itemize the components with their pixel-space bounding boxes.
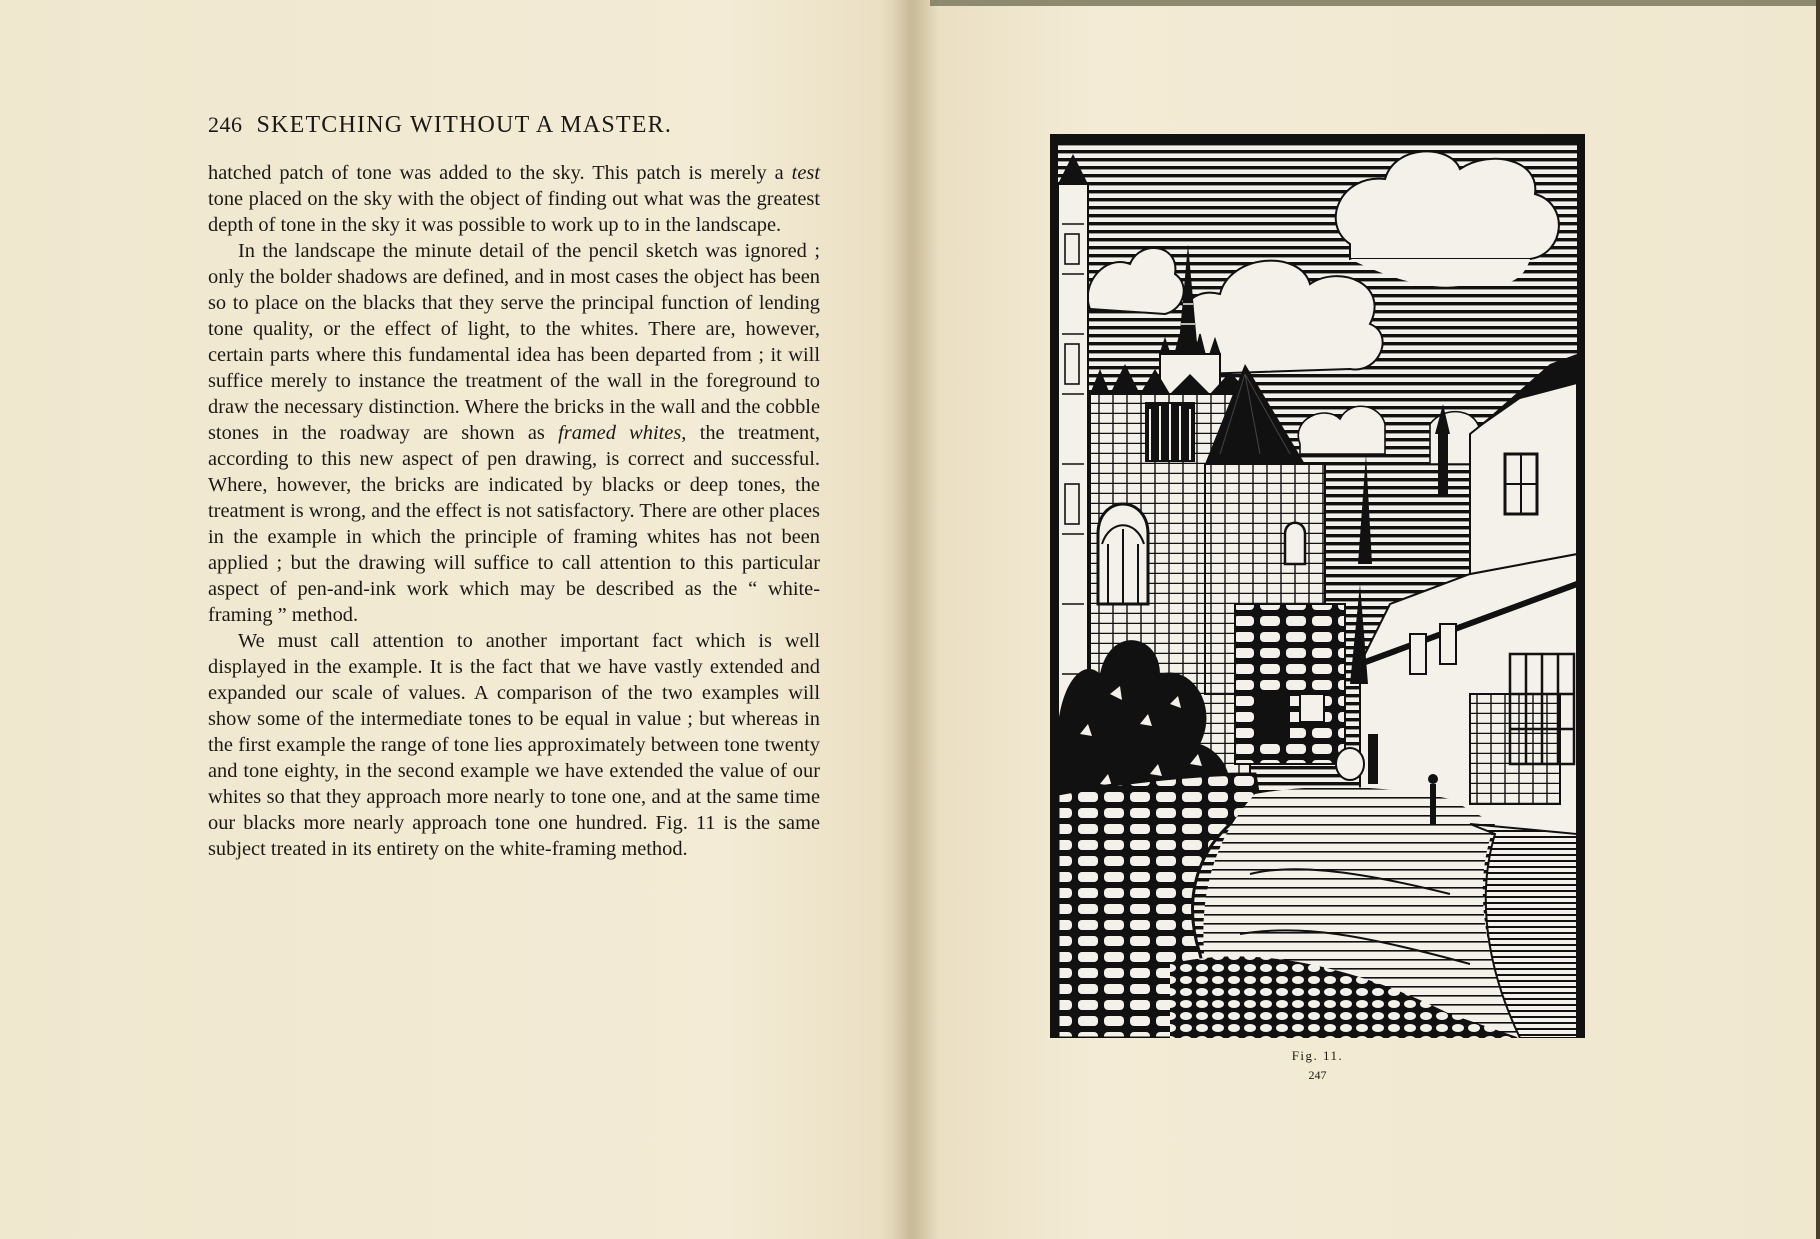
right-page-number: 247	[1308, 1068, 1327, 1082]
text-run: tone placed on the sky with the object of finding out what was the greatest depth of tone in the sky it was possible to work up to in the landscape.	[208, 188, 820, 236]
paragraph	[208, 238, 820, 628]
paragraph	[208, 628, 820, 862]
running-title: SKETCHING WITHOUT A MASTER.	[256, 112, 673, 138]
left-page	[208, 112, 820, 862]
right-page	[1050, 134, 1585, 1083]
text-run: hatched patch of tone was added to the sky. This patch is merely a	[208, 162, 792, 184]
page-edge-right	[1816, 0, 1820, 1239]
paragraph	[208, 160, 820, 238]
pen-and-ink-street-illustration-icon	[1050, 134, 1585, 1038]
text-run: We must call attention to another important fact which is well displayed in the example. It is the fact that we have vastly extended and expanded our scale of values. A comparison of the two examples will show some of the intermediate tones to be equal in value ; but whereas in the first example the range of tone lies approximately between tone twenty and tone eighty, in the second example we have extended the value of our whites so that they approach more nearly to tone one, and at the same time our blacks more nearly approach tone one hundred. Fig. 11 is the same subject treated in its entirety on the white-framing method.	[208, 630, 820, 860]
text-run: In the landscape the minute detail of the pencil sketch was ignored ; only the bolder shadows are defined, and in most cases the object has been so to place on the blacks that they serve the principal function of lending tone quality, or the effect of light, to the whites. There are, however, certain parts where this fundamental idea has been departed from ; it will suffice merely to instance the treatment of the wall in the foreground to draw the necessary distinction. Where the bricks in the wall and the cobble stones in the roadway are shown as	[208, 240, 820, 444]
left-page-number: 246	[208, 112, 243, 137]
book-gutter	[880, 0, 940, 1239]
italic-text: framed whites	[558, 422, 682, 444]
page-edge-top	[930, 0, 1820, 6]
figure-caption	[1050, 1048, 1585, 1083]
italic-text: test	[791, 162, 820, 184]
text-run: , the treatment, according to this new aspect of pen drawing, is correct and successful. Where, however, the bricks are indicated by blacks or deep tones, the treatment is wrong, and the effect is not satisfactory. There are other places in the example in which the principle of framing whites has not been applied ; but the drawing will suffice to call attention to this particular aspect of pen-and-ink work which may be described as the “ white-framing ” method.	[208, 422, 820, 626]
figure-illustration	[1050, 134, 1585, 1038]
figure-label: Fig. 11.	[1291, 1048, 1344, 1063]
running-head	[208, 112, 820, 152]
body-text	[208, 160, 820, 862]
